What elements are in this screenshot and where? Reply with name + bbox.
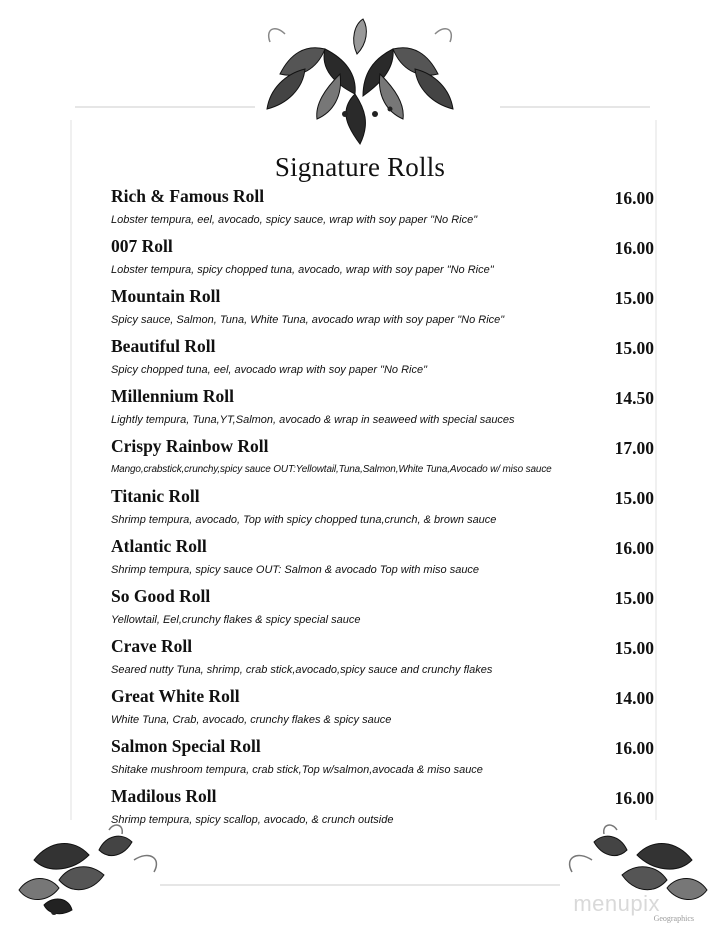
item-description: Spicy sauce, Salmon, Tuna, White Tuna, avocado wrap with soy paper "No Rice" (111, 314, 505, 326)
menu-item (0, 634, 720, 684)
menu-item (0, 684, 720, 734)
item-description: Mango,crabstick,crunchy,spicy sauce OUT:Yellowtail,Tuna,Salmon,White Tuna,Avocado w/ miso sauce (111, 464, 552, 475)
item-price: 15.00 (614, 488, 654, 508)
item-price: 15.00 (614, 288, 654, 308)
item-description: Shrimp tempura, avocado, Top with spicy chopped tuna,crunch, & brown sauce (111, 514, 497, 526)
item-price: 15.00 (614, 338, 654, 358)
leaf-ornament-top-icon (245, 14, 475, 154)
watermark-subtext: Geographics (653, 914, 694, 923)
menu-item (0, 334, 720, 384)
frame-top-line (75, 106, 255, 108)
item-price: 16.00 (614, 738, 654, 758)
item-description: Shrimp tempura, spicy sauce OUT: Salmon & avocado Top with miso sauce (111, 564, 480, 576)
item-description: Lobster tempura, eel, avocado, spicy sauce, wrap with soy paper "No Rice" (111, 214, 478, 226)
menu-item (0, 734, 720, 784)
menu-item (0, 234, 720, 284)
item-price: 16.00 (614, 538, 654, 558)
menu-item (0, 384, 720, 434)
item-description: Spicy chopped tuna, eel, avocado wrap with soy paper "No Rice" (111, 364, 427, 376)
item-name: Great White Roll (111, 686, 240, 706)
item-name: Crave Roll (111, 636, 193, 656)
item-description: Lightly tempura, Tuna,YT,Salmon, avocado & wrap in seaweed with special sauces (111, 414, 515, 426)
frame-top-line-right (500, 106, 650, 108)
item-name: Salmon Special Roll (111, 736, 261, 756)
leaf-ornament-bottom-left-icon (14, 820, 174, 920)
item-name: So Good Roll (111, 586, 211, 606)
item-price: 15.00 (614, 638, 654, 658)
menu-item (0, 484, 720, 534)
item-description: Shrimp tempura, spicy scallop, avocado, & crunch outside (111, 814, 394, 826)
item-price: 15.00 (614, 588, 654, 608)
item-price: 17.00 (614, 438, 654, 458)
item-price: 16.00 (614, 788, 654, 808)
item-price: 14.50 (614, 388, 654, 408)
page-title: Signature Rolls (274, 152, 446, 182)
item-price: 16.00 (614, 238, 654, 258)
item-name: Beautiful Roll (111, 336, 216, 356)
item-name: Rich & Famous Roll (111, 186, 265, 206)
item-name: Crispy Rainbow Roll (111, 436, 269, 456)
menu-item (0, 534, 720, 584)
watermark-logo: menupix (573, 891, 660, 916)
item-name: Madilous Roll (111, 786, 217, 806)
item-description: Seared nutty Tuna, shrimp, crab stick,avocado,spicy sauce and crunchy flakes (111, 664, 493, 676)
item-name: Atlantic Roll (111, 536, 207, 556)
frame-bottom-line (160, 884, 560, 886)
menu-list (0, 184, 720, 834)
item-name: Mountain Roll (111, 286, 221, 306)
item-description: Shitake mushroom tempura, crab stick,Top w/salmon,avocada & miso sauce (111, 764, 483, 776)
menu-item (0, 584, 720, 634)
item-description: White Tuna, Crab, avocado, crunchy flakes & spicy sauce (111, 714, 392, 726)
menu-item (0, 184, 720, 234)
item-price: 14.00 (614, 688, 654, 708)
item-description: Yellowtail, Eel,crunchy flakes & spicy special sauce (111, 614, 361, 626)
item-name: Millennium Roll (111, 386, 234, 406)
item-name: Titanic Roll (111, 486, 200, 506)
menu-item (0, 284, 720, 334)
item-price: 16.00 (614, 188, 654, 208)
item-name: 007 Roll (111, 236, 173, 256)
item-description: Lobster tempura, spicy chopped tuna, avocado, wrap with soy paper "No Rice" (111, 264, 494, 276)
menu-item (0, 434, 720, 484)
